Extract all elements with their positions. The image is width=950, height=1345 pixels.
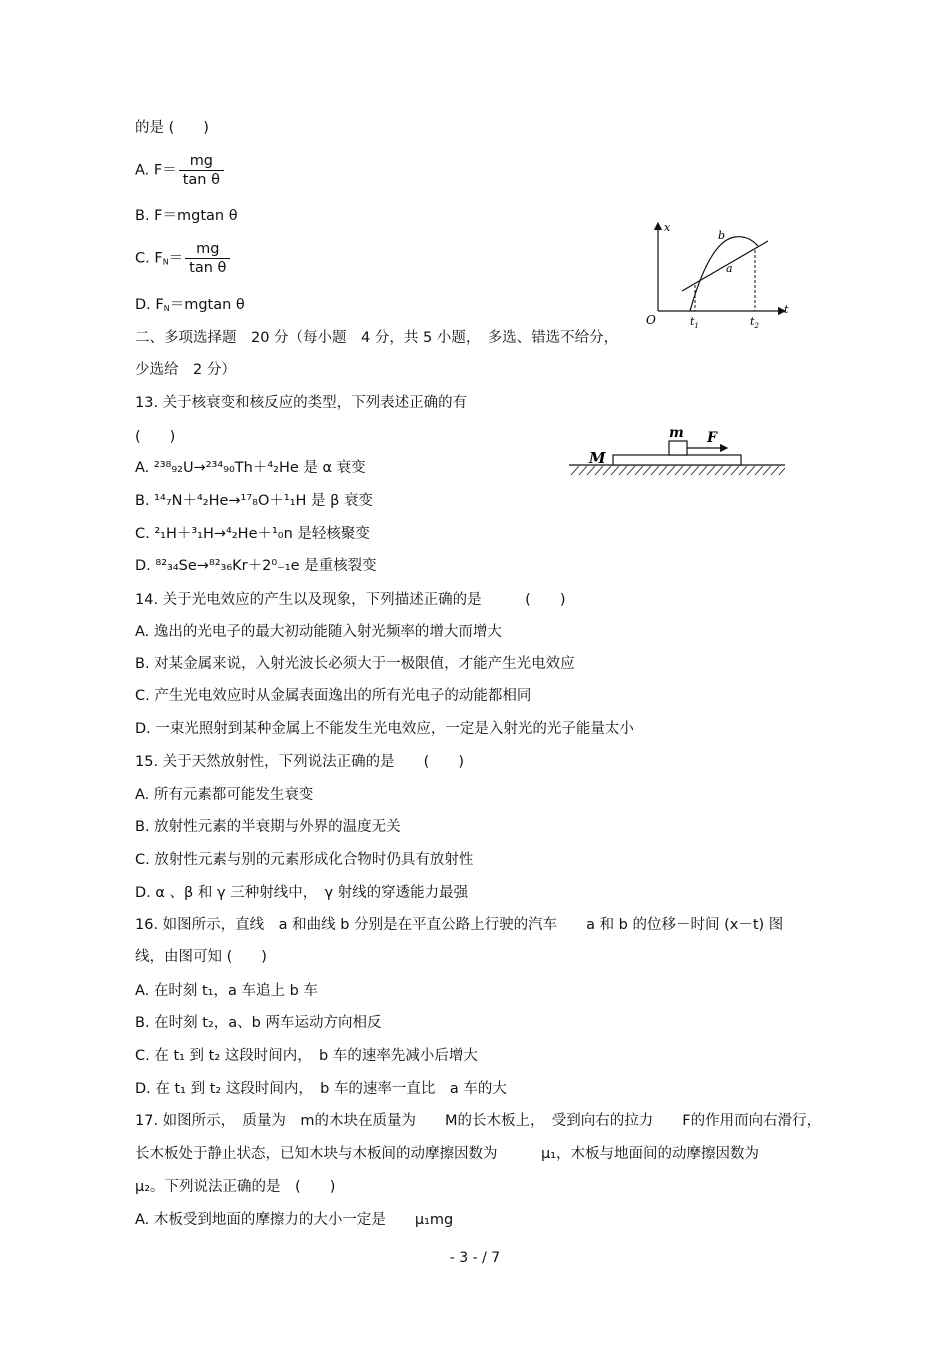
fraction-numerator: mg (185, 240, 230, 259)
q15-option-b[interactable]: B. 放射性元素的半衰期与外界的温度无关 (135, 819, 401, 835)
option-d-prefix: D. F (135, 297, 164, 313)
position-time-graph (640, 215, 795, 335)
q13-option-d[interactable]: D. ⁸²₃₄Se→⁸²₃₆Kr＋2⁰₋₁e 是重核裂变 (135, 558, 377, 574)
q15-stem: 15. 关于天然放射性，下列说法正确的是 ( ) (135, 754, 464, 770)
q12-option-a[interactable] (135, 152, 224, 189)
origin-label: O (646, 313, 656, 327)
q12-option-c[interactable] (135, 240, 230, 277)
fraction (185, 240, 230, 277)
q14-option-c[interactable]: C. 产生光电效应时从金属表面逸出的所有光电子的动能都相同 (135, 688, 532, 704)
q12-option-b[interactable]: B. F＝mgtan θ (135, 208, 238, 224)
q16-stem-cont: 线，由图可知 ( ) (135, 949, 267, 965)
q16-option-d[interactable]: D. 在 t₁ 到 t₂ 这段时间内， b 车的速率一直比 a 车的大 (135, 1081, 507, 1097)
curve-b-label: b (718, 229, 726, 242)
q14-option-d[interactable]: D. 一束光照射到某种金属上不能发生光电效应，一定是入射光的光子能量太小 (135, 721, 634, 737)
q17-stem: 17. 如图所示， 质量为 m的木块在质量为 M的长木板上， 受到向右的拉力 F的作用而向右滑行， (135, 1113, 822, 1129)
q17-stem-cont: 长木板处于静止状态，已知木块与木板间的动摩擦因数为 μ₁，木板与地面间的动摩擦因数为 (135, 1146, 760, 1162)
q14-stem: 14. 关于光电效应的产生以及现象，下列描述正确的是 ( ) (135, 592, 566, 608)
q16-option-b[interactable]: B. 在时刻 t₂，a、b 两车运动方向相反 (135, 1015, 382, 1031)
subscript: N (162, 257, 169, 267)
long-board (613, 455, 741, 465)
t1-label: $t_1$ (690, 315, 699, 330)
option-a-prefix: A. F＝ (135, 162, 177, 179)
q16-option-a[interactable]: A. 在时刻 t₁，a 车追上 b 车 (135, 983, 318, 999)
section-heading-cont: 少选给 2 分） (135, 362, 236, 378)
y-axis-label: x (664, 221, 671, 234)
section-heading: 二、多项选择题 20 分（每小题 4 分，共 5 小题， 多选、错选不给分， (135, 330, 619, 346)
q13-stem: 13. 关于核衰变和核反应的类型，下列表述正确的有 (135, 395, 468, 411)
q17-option-a[interactable]: A. 木板受到地面的摩擦力的大小一定是 μ₁mg (135, 1212, 454, 1228)
option-c-prefix: C. F (135, 250, 163, 267)
fraction-denominator: tan θ (182, 172, 220, 188)
q15-option-d[interactable]: D. α 、β 和 γ 三种射线中， γ 射线的穿透能力最强 (135, 885, 469, 901)
block-label: m (669, 425, 684, 441)
q13-option-a[interactable]: A. ²³⁸₉₂U→²³⁴₉₀Th＋⁴₂He 是 α 衰变 (135, 460, 366, 476)
equals-sign: ＝ (168, 250, 184, 267)
x-axis-label: t (784, 303, 789, 316)
q12-option-d[interactable] (135, 295, 245, 319)
block-board-figure (565, 420, 790, 480)
q16-stem: 16. 如图所示，直线 a 和曲线 b 分别是在平直公路上行驶的汽车 a 和 b 的位移－时间 (x－t) 图 (135, 917, 784, 933)
force-label: F (707, 430, 717, 446)
q14-option-a[interactable]: A. 逸出的光电子的最大初动能随入射光频率的增大而增大 (135, 624, 502, 640)
fraction-numerator: mg (179, 152, 224, 171)
q13-option-c[interactable]: C. ²₁H＋³₁H→⁴₂He＋¹₀n 是轻核聚变 (135, 526, 370, 542)
q15-option-a[interactable]: A. 所有元素都可能发生衰变 (135, 787, 314, 803)
q14-option-b[interactable]: B. 对某金属来说，入射光波长必须大于一极限值，才能产生光电效应 (135, 656, 575, 672)
page-number: - 3 - / 7 (449, 1250, 501, 1266)
q15-option-c[interactable]: C. 放射性元素与别的元素形成化合物时仍具有放射性 (135, 852, 474, 868)
curve-b (690, 237, 758, 311)
fraction-denominator: tan θ (189, 260, 227, 276)
q13-paren: ( ) (135, 429, 176, 445)
ground-hatching (571, 466, 785, 475)
t2-label: $t_2$ (750, 315, 759, 330)
subscript: N (163, 304, 170, 313)
q13-option-b[interactable]: B. ¹⁴₇N＋⁴₂He→¹⁷₈O＋¹₁H 是 β 衰变 (135, 493, 374, 509)
q12-stem-end: 的是 ( ) (135, 120, 209, 136)
option-d-rest: ＝mgtan θ (169, 297, 245, 313)
q17-stem-cont2: μ₂。下列说法正确的是 ( ) (135, 1179, 336, 1195)
small-block (669, 441, 687, 455)
board-label: M (589, 449, 606, 467)
q16-option-c[interactable]: C. 在 t₁ 到 t₂ 这段时间内， b 车的速率先减小后增大 (135, 1048, 478, 1064)
fraction (179, 152, 224, 189)
line-a-label: a (726, 262, 733, 275)
